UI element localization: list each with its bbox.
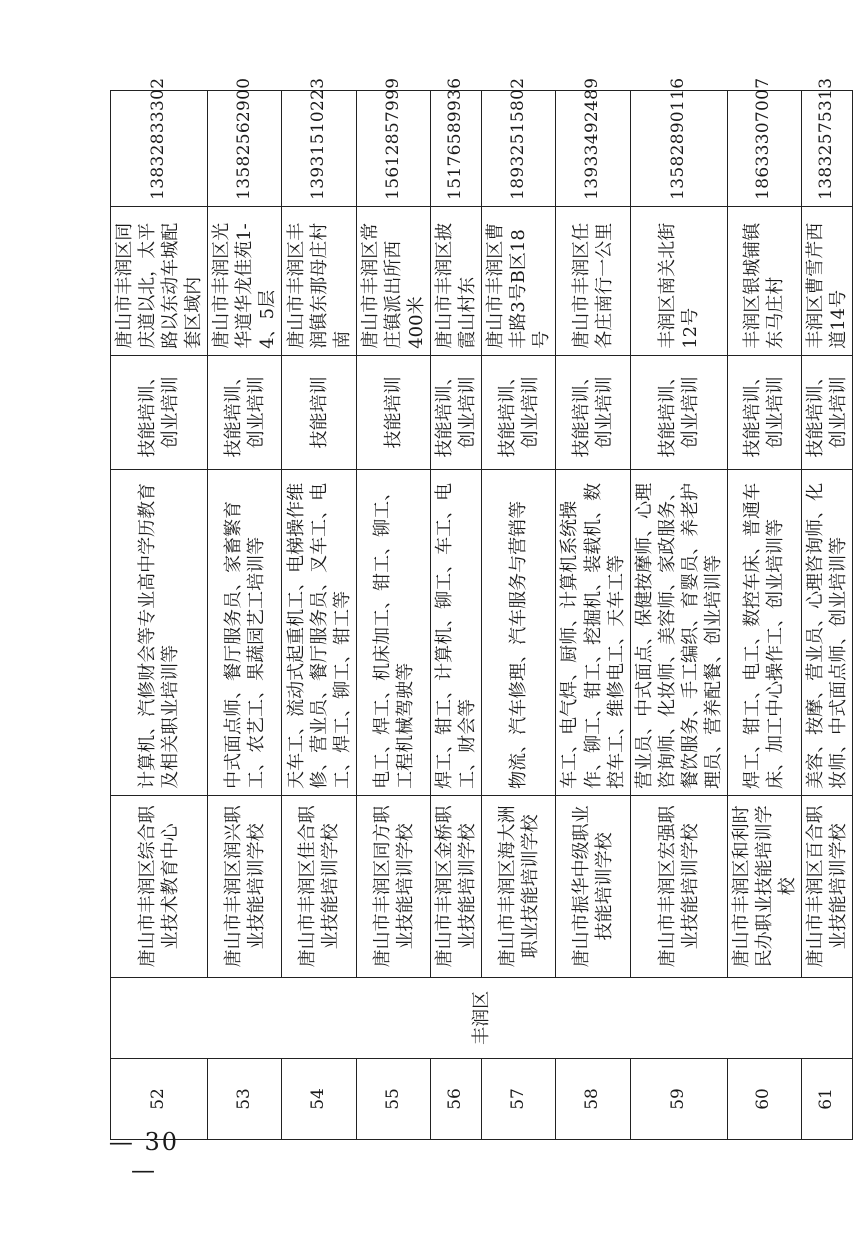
school-address: 唐山市丰润区披霞山村东 — [431, 206, 482, 355]
training-schools-table — [110, 77, 853, 1140]
training-type: 技能培训 — [282, 355, 357, 469]
training-type: 技能培训、创业培训 — [801, 355, 852, 469]
school-address: 唐山市丰润区丰润镇东那母庄村南 — [282, 206, 357, 355]
contact-phone: 13582562900 — [208, 91, 282, 207]
school-name: 唐山市丰润区综合职业技术教育中心 — [111, 795, 208, 977]
contact-phone: 13582890116 — [630, 91, 727, 207]
region-cell: 丰润区 — [111, 977, 853, 1058]
contact-phone: 13832575313 — [801, 91, 852, 207]
training-courses: 车工、电气焊、厨师、计算机系统操作、铆工、钳工、挖掘机、装载机、数控车工、维修电工、天车工等 — [556, 469, 630, 795]
contact-phone: 13832833302 — [111, 91, 208, 207]
table-row — [111, 91, 208, 1140]
row-number: 59 — [630, 1058, 727, 1139]
contact-phone: 18633307007 — [727, 91, 801, 207]
row-number: 52 — [111, 1058, 208, 1139]
school-address: 唐山市丰润区常庄镇派出所西400米 — [357, 206, 431, 355]
training-courses: 焊工、钳工、电工、数控车床、普通车床、加工中心操作工、创业培训等 — [727, 469, 801, 795]
row-number: 56 — [431, 1058, 482, 1139]
contact-phone: 15612857999 — [357, 91, 431, 207]
school-name: 唐山市振华中级职业技能培训学校 — [556, 795, 630, 977]
row-number: 54 — [282, 1058, 357, 1139]
row-number: 57 — [482, 1058, 556, 1139]
school-name: 唐山市丰润区宏强职业技能培训学校 — [630, 795, 727, 977]
training-type: 技能培训、创业培训 — [111, 355, 208, 469]
contact-phone: 18932515802 — [482, 91, 556, 207]
training-type: 技能培训、创业培训 — [208, 355, 282, 469]
training-type: 技能培训、创业培训 — [431, 355, 482, 469]
contact-phone: 15176589936 — [431, 91, 482, 207]
school-address: 唐山市丰润区同庆道以北，太平路以东动车城配套区域内 — [111, 206, 208, 355]
school-name: 唐山市丰润区百合职业技能培训学校 — [801, 795, 852, 977]
training-courses: 计算机、汽修财会等专业高中学历教育及相关职业培训等 — [111, 469, 208, 795]
training-type: 技能培训、创业培训 — [556, 355, 630, 469]
row-number: 58 — [556, 1058, 630, 1139]
training-courses: 焊工、钳工、计算机、铆工、车工、电工、财会等 — [431, 469, 482, 795]
training-courses: 美容、按摩、营业员、心理咨询师、化妆师、中式面点师、创业培训等 — [801, 469, 852, 795]
rotated-page-content — [110, 77, 849, 1140]
row-number: 53 — [208, 1058, 282, 1139]
training-type: 技能培训、创业培训 — [630, 355, 727, 469]
school-name: 唐山市丰润区润兴职业技能培训学校 — [208, 795, 282, 977]
training-type: 技能培训、创业培训 — [727, 355, 801, 469]
training-type: 技能培训、创业培训 — [482, 355, 556, 469]
training-courses: 中式面点师、餐厅服务员、家畜繁育工、农艺工、果蔬园艺工培训等 — [208, 469, 282, 795]
page-number: — 30 — — [108, 1128, 180, 1184]
contact-phone: 13933492489 — [556, 91, 630, 207]
school-address: 唐山市丰润区曹丰路3号B区18号 — [482, 206, 556, 355]
row-number: 61 — [801, 1058, 852, 1139]
row-number: 55 — [357, 1058, 431, 1139]
training-courses: 物流、汽车修理、汽车服务与营销等 — [482, 469, 556, 795]
training-courses: 营业员、中式面点、保健按摩师、心理咨询师、化妆师、美容师、家政服务、餐饮服务、手工编织、育婴员、养老护理员、营养配餐、创业培训等 — [630, 469, 727, 795]
school-address: 丰润区南关北街12号 — [630, 206, 727, 355]
training-type: 技能培训 — [357, 355, 431, 469]
school-address: 唐山市丰润区光华道华龙佳苑1-4、5层 — [208, 206, 282, 355]
row-number: 60 — [727, 1058, 801, 1139]
school-name: 唐山市丰润区和利时民办职业技能培训学校 — [727, 795, 801, 977]
school-name: 唐山市丰润区佳合职业技能培训学校 — [282, 795, 357, 977]
school-name: 唐山市丰润区金桥职业技能培训学校 — [431, 795, 482, 977]
training-courses: 天车工、流动式起重机工、电梯操作维修、营业员、餐厅服务员、叉车工、电工、焊工、铆工、钳工等 — [282, 469, 357, 795]
school-address: 唐山市丰润区任各庄南行一公里 — [556, 206, 630, 355]
training-courses: 电工、焊工、机床加工、钳工、铆工、工程机械驾驶等 — [357, 469, 431, 795]
contact-phone: 13931510223 — [282, 91, 357, 207]
school-name: 唐山市丰润区海大洲职业技能培训学校 — [482, 795, 556, 977]
school-address: 丰润区银城铺镇东马庄村 — [727, 206, 801, 355]
school-address: 丰润区曹雪芹西道14号 — [801, 206, 852, 355]
school-name: 唐山市丰润区同方职业技能培训学校 — [357, 795, 431, 977]
